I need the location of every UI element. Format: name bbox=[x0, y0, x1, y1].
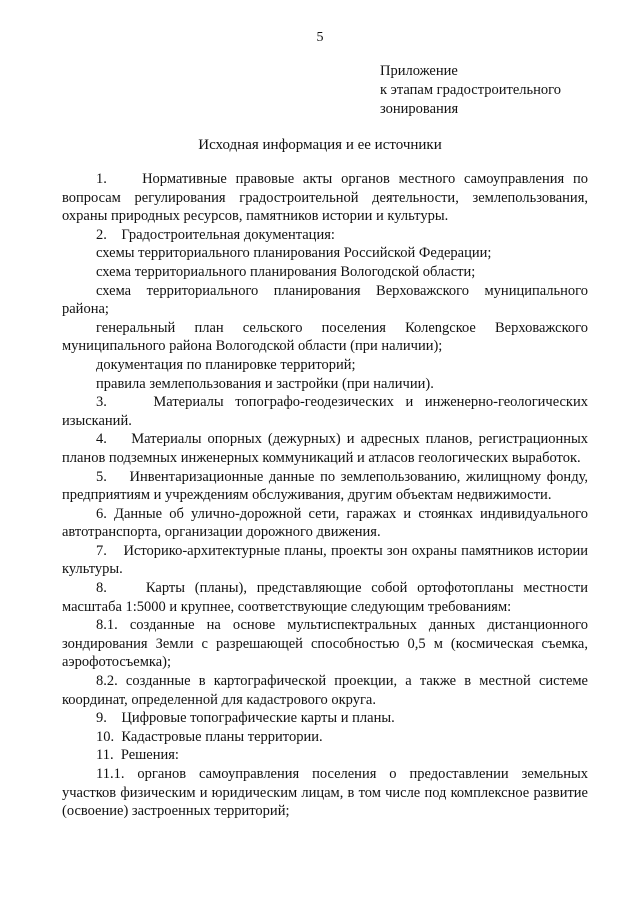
item-2-b: схема территориального планирования Вологодской области; bbox=[96, 263, 476, 280]
item-2: 2. Градостроительная документация: bbox=[96, 226, 335, 243]
item-8-1: 8.1. созданные на основе мультиспектральных данных дистанционного зондирования Земли с разрешающей способностью 0,5 м (космическая съемка, аэрофотосъемка); bbox=[62, 617, 588, 671]
item-8-2: 8.2. созданные в картографической проекции, а также в местной системе координат, определенной для кадастрового округа. bbox=[62, 673, 588, 708]
item-2-c: схема территориального планирования Верховажского муниципального района; bbox=[62, 282, 588, 318]
document-body bbox=[62, 170, 588, 821]
item-11-1: 11.1. органов самоуправления поселения о предоставлении земельных участков физическим и юридическим лицам, в том числе под комплексное развитие (освоение) застроенных территорий; bbox=[62, 766, 588, 820]
item-9: 9. Цифровые топографические карты и планы. bbox=[96, 710, 395, 727]
item-3: 3. Материалы топографо-геодезических и инженерно-геологических изысканий. bbox=[62, 394, 588, 429]
document-title: Исходная информация и ее источники bbox=[198, 137, 442, 153]
item-8: 8. Карты (планы), представляющие собой ортофотопланы местности масштаба 1:5000 и крупнее, соответствующие следующим требованиям: bbox=[62, 580, 588, 615]
annex-heading bbox=[380, 62, 561, 119]
item-6: 6. Данные об улично-дорожной сети, гаражах и стоянках индивидуального автотранспорта, организации дорожного движения. bbox=[62, 505, 588, 541]
item-2-f: правила землепользования и застройки (при наличии). bbox=[96, 375, 434, 392]
annex-line-2: к этапам градостроительного bbox=[380, 82, 561, 98]
item-4: 4. Материалы опорных (дежурных) и адресных планов, регистрационных планов подземных инженерных коммуникаций и атласов геологических выработок. bbox=[62, 431, 588, 466]
annex-line-1: Приложение bbox=[380, 63, 458, 79]
item-10: 10. Кадастровые планы территории. bbox=[96, 728, 323, 745]
item-5: 5. Инвентаризационные данные по землепользованию, жилищному фонду, предприятиям и учреждениям обслуживания, другим объектам недвижимости. bbox=[62, 468, 588, 504]
item-2-a: схемы территориального планирования Российской Федерации; bbox=[96, 245, 492, 262]
annex-line-3: зонирования bbox=[380, 101, 459, 117]
item-11: 11. Решения: bbox=[96, 747, 179, 764]
item-1: 1. Нормативные правовые акты органов местного самоуправления по вопросам регулирования градостроительной деятельности, землепользования, охраны природных ресурсов, памятников истории и культуры. bbox=[62, 171, 588, 225]
page-number: 5 bbox=[316, 30, 324, 45]
item-2-d: генеральный план сельского поселения Колengское Верховажского муниципального района Вологодской области (при наличии); bbox=[62, 319, 588, 355]
item-7: 7. Историко-архитектурные планы, проекты зон охраны памятников истории культуры. bbox=[62, 542, 588, 578]
item-2-e: документация по планировке территорий; bbox=[96, 356, 356, 373]
